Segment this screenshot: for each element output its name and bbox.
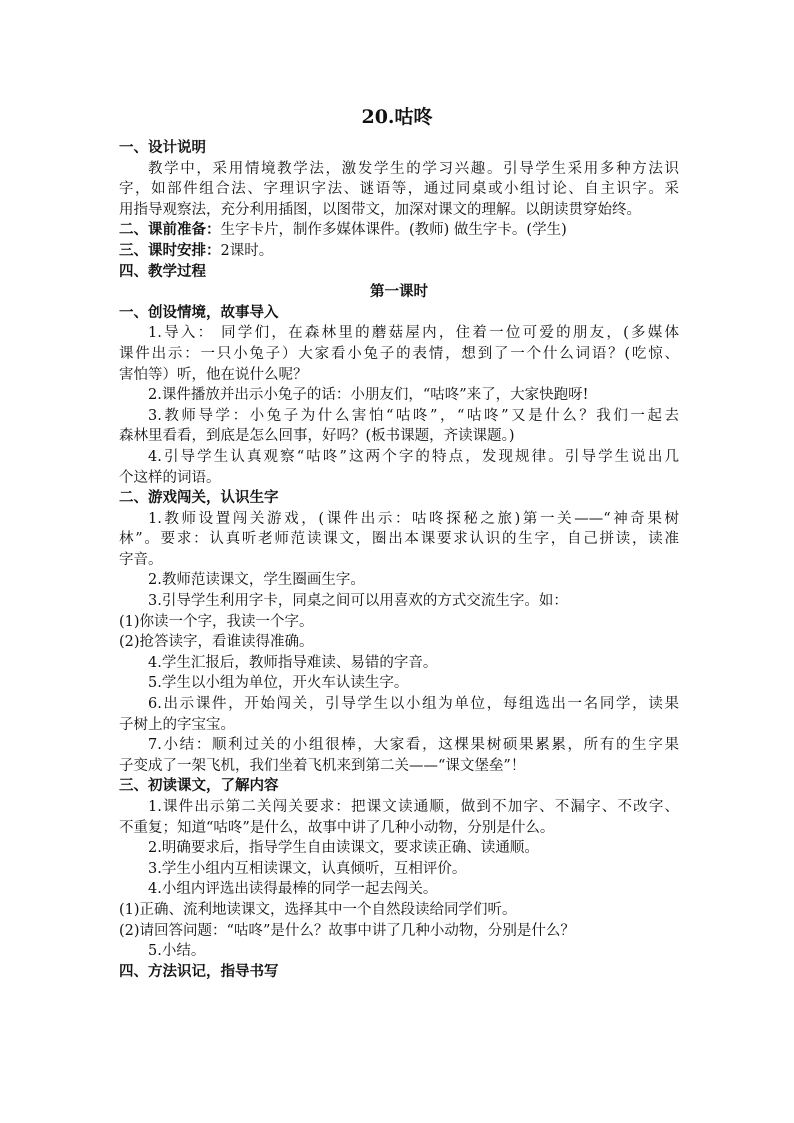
label-text: 三、课时安排： — [119, 241, 221, 259]
text-line: 3.教师导学：小兔子为什么害怕“咕咚”，“咕咚”又是什么？我们一起去 — [148, 407, 679, 424]
text-line: 用指导观察法，充分利用插图，以图带文，加深对课文的理解。以朗读贯穿始终。 — [119, 201, 641, 218]
text-line: 2.课件播放并出示小兔子的话：小朋友们，“咕咚”来了，大家快跑呀! — [148, 387, 589, 404]
text-line: 1.教师设置闯关游戏，(课件出示：咕咚探秘之旅)第一关——“神奇果树 — [148, 510, 679, 527]
text-line: 林”。要求：认真听老师范读课文，圈出本课要求认识的生字，自己拼读，读准 — [119, 531, 679, 548]
text-line: 1.课件出示第二关闯关要求：把课文读通顺，做到不加字、不漏字、不改字、 — [148, 799, 679, 815]
text-line: 3.学生小组内互相读课文，认真倾听，互相评价。 — [148, 860, 467, 877]
value-text: 生字卡片，制作多媒体课件。(教师) 做生字卡。(学生) — [220, 222, 567, 239]
text-line — [119, 220, 679, 241]
text-line: 子变成了一架飞机，我们坐着飞机来到第二关——“课文堡垒”！ — [119, 757, 526, 774]
text-line: 1.导入： 同学们，在森林里的蘑菇屋内，住着一位可爱的朋友，(多媒体 — [148, 325, 679, 342]
value-text: 2课时。 — [220, 242, 274, 259]
text-line: (2)抢答读字，看谁读得准确。 — [119, 634, 314, 651]
section-heading: 一、创设情境，故事导入 — [119, 303, 279, 321]
text-line: 害怕等）听，他在说什么呢？ — [119, 366, 308, 383]
text-line: 3.引导学生利用字卡，同桌之间可以用喜欢的方式交流生字。如： — [148, 593, 568, 610]
text-line: (1)正确、流利地读课文，选择其中一个自然段读给同学们听。 — [119, 901, 517, 918]
text-line: 2.明确要求后，指导学生自由读课文，要求读正确、读通顺。 — [148, 840, 539, 857]
text-line: 6.出示课件，开始闯关，引导学生以小组为单位，每组选出一名同学，读果 — [148, 696, 679, 713]
text-line: 5.小结。 — [148, 943, 206, 960]
text-line: 不重复；知道“咕咚”是什么，故事中讲了几种小动物，分别是什么。 — [119, 819, 555, 836]
document-title: 20.咕咚 — [361, 106, 433, 128]
text-line: 4.引导学生认真观察“咕咚”这两个字的特点，发现规律。引导学生说出几 — [148, 448, 679, 465]
text-line: 4.学生汇报后，教师指导难读、易错的字音。 — [148, 654, 438, 671]
label-text: 二、课前准备： — [119, 221, 221, 239]
section-heading: 四、教学过程 — [119, 262, 206, 280]
section-heading: 四、方法识记，指导书写 — [119, 962, 279, 980]
text-line: 2.教师范读课文，学生圈画生字。 — [148, 572, 365, 589]
document-body — [119, 138, 679, 982]
text-line: 子树上的字宝宝。 — [119, 716, 235, 733]
text-line: 7.小结：顺利过关的小组很棒，大家看，这棵果树硕果累累，所有的生字果 — [148, 737, 679, 754]
text-line: 课件出示：一只小兔子）大家看小兔子的表情，想到了一个什么词语？(吃惊、 — [119, 345, 679, 362]
text-line: (1)你读一个字，我读一个字。 — [119, 613, 314, 630]
text-line: (2)请回答问题：“咕咚”是什么？故事中讲了几种小动物，分别是什么？ — [119, 922, 575, 939]
text-line: 4.小组内评选出读得最棒的同学一起去闯关。 — [148, 881, 438, 898]
text-line: 字音。 — [119, 551, 163, 568]
text-line: 森林里看看，到底是怎么回事，好吗？(板书课题，齐读课题。) — [119, 428, 515, 445]
section-heading: 一、设计说明 — [119, 139, 206, 156]
text-line: 字，如部件组合法、字理识字法、谜语等，通过同桌或小组讨论、自主识字。采 — [119, 181, 679, 198]
text-line — [119, 241, 679, 262]
text-line: 5.学生以小组为单位，开火车认读生字。 — [148, 675, 409, 692]
text-line: 教学中，采用情境教学法，激发学生的学习兴趣。引导学生采用多种方法识 — [148, 160, 679, 177]
section-heading: 二、游戏闯关，认识生字 — [119, 489, 279, 507]
text-line: 个这样的词语。 — [119, 469, 221, 486]
section-heading: 第一课时 — [370, 283, 428, 301]
section-heading: 三、初读课文，了解内容 — [119, 777, 279, 795]
